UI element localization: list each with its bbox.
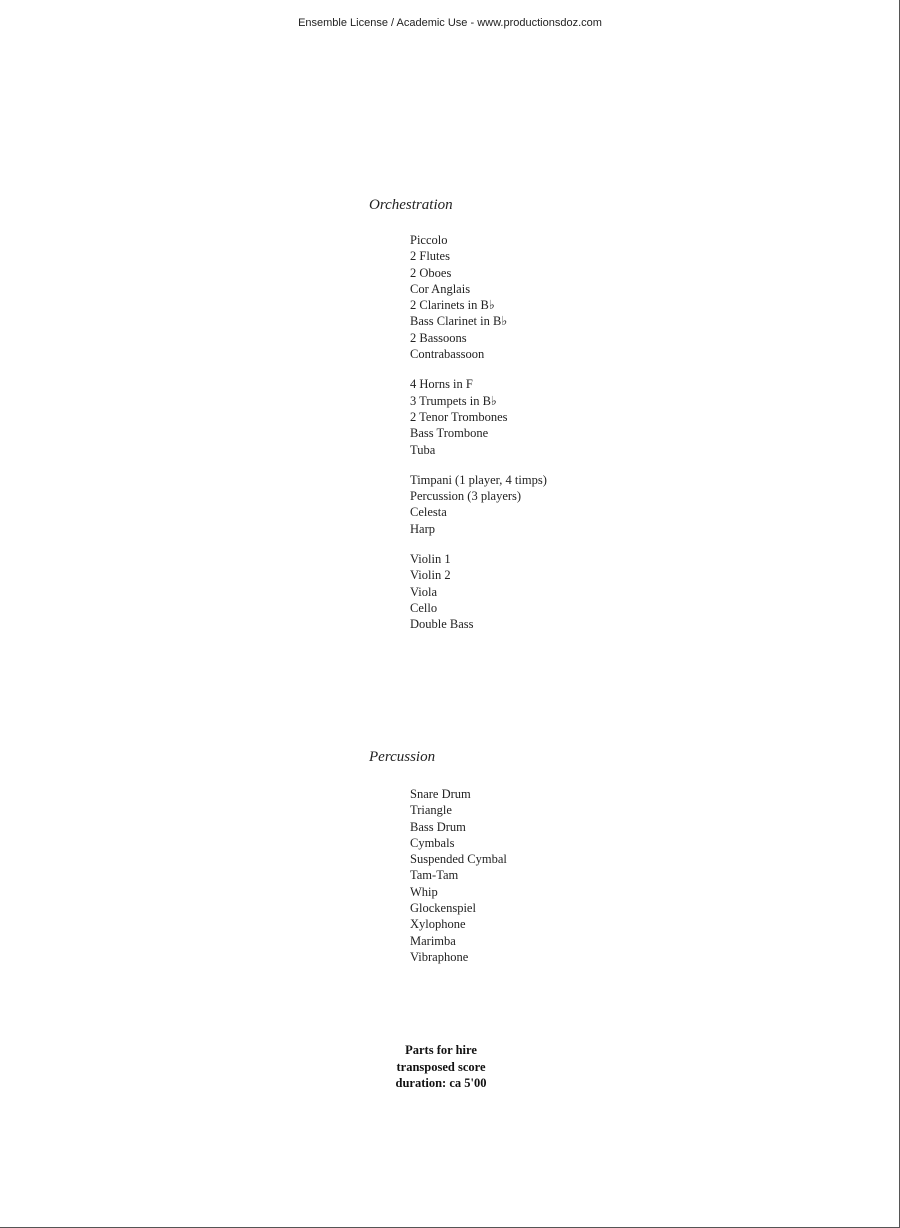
instrument-item: Viola [410,584,438,599]
license-header: Ensemble License / Academic Use - www.productionsdoz.com [298,17,602,29]
instrument-item: Celesta [410,505,447,520]
instrument-item: Double Bass [410,617,474,632]
percussion-item: Whip [410,884,438,899]
percussion-item: Xylophone [410,917,466,932]
instrument-item: Violin 2 [410,568,451,583]
instrument-item: Contrabassoon [410,347,485,362]
percussion-title: Percussion [369,749,436,765]
instrument-item: 2 Oboes [410,265,452,280]
instrument-item: Bass Trombone [410,426,489,441]
instrument-item: Cor Anglais [410,281,471,296]
percussion-item: Vibraphone [410,949,469,964]
instrument-item: Percussion (3 players) [410,489,522,504]
instrument-item: 4 Horns in F [410,377,473,392]
percussion-item: Cymbals [410,835,455,850]
instrument-item: Tuba [410,442,436,457]
percussion-item: Suspended Cymbal [410,852,507,867]
orchestration-title: Orchestration [369,197,453,213]
percussion-item: Triangle [410,803,452,818]
instrument-item: Timpani (1 player, 4 timps) [410,472,547,487]
instrument-item: Violin 1 [410,552,451,567]
instrument-item: 2 Flutes [410,249,450,264]
instrument-item: Piccolo [410,233,448,247]
percussion-item: Snare Drum [410,787,471,801]
instrument-item: Cello [410,600,438,615]
percussion-item: Marimba [410,933,456,948]
percussion-list [410,786,507,965]
percussion-item: Bass Drum [410,819,466,834]
orchestration-list [410,232,547,633]
instrument-item: 2 Clarinets in B♭ [410,298,495,313]
instrument-item: Bass Clarinet in B♭ [410,314,508,329]
score-notes [341,1042,541,1092]
instrument-item: Harp [410,521,435,536]
parts-for-hire-note: Parts for hire [405,1043,477,1057]
transposed-score-note: transposed score [396,1059,486,1074]
instrument-item: 3 Trumpets in B♭ [410,393,497,408]
percussion-item: Tam-Tam [410,868,459,883]
duration-note: duration: ca 5'00 [395,1076,487,1090]
instrument-item: 2 Bassoons [410,330,467,345]
percussion-item: Glockenspiel [410,901,476,916]
instrument-item: 2 Tenor Trombones [410,409,508,424]
